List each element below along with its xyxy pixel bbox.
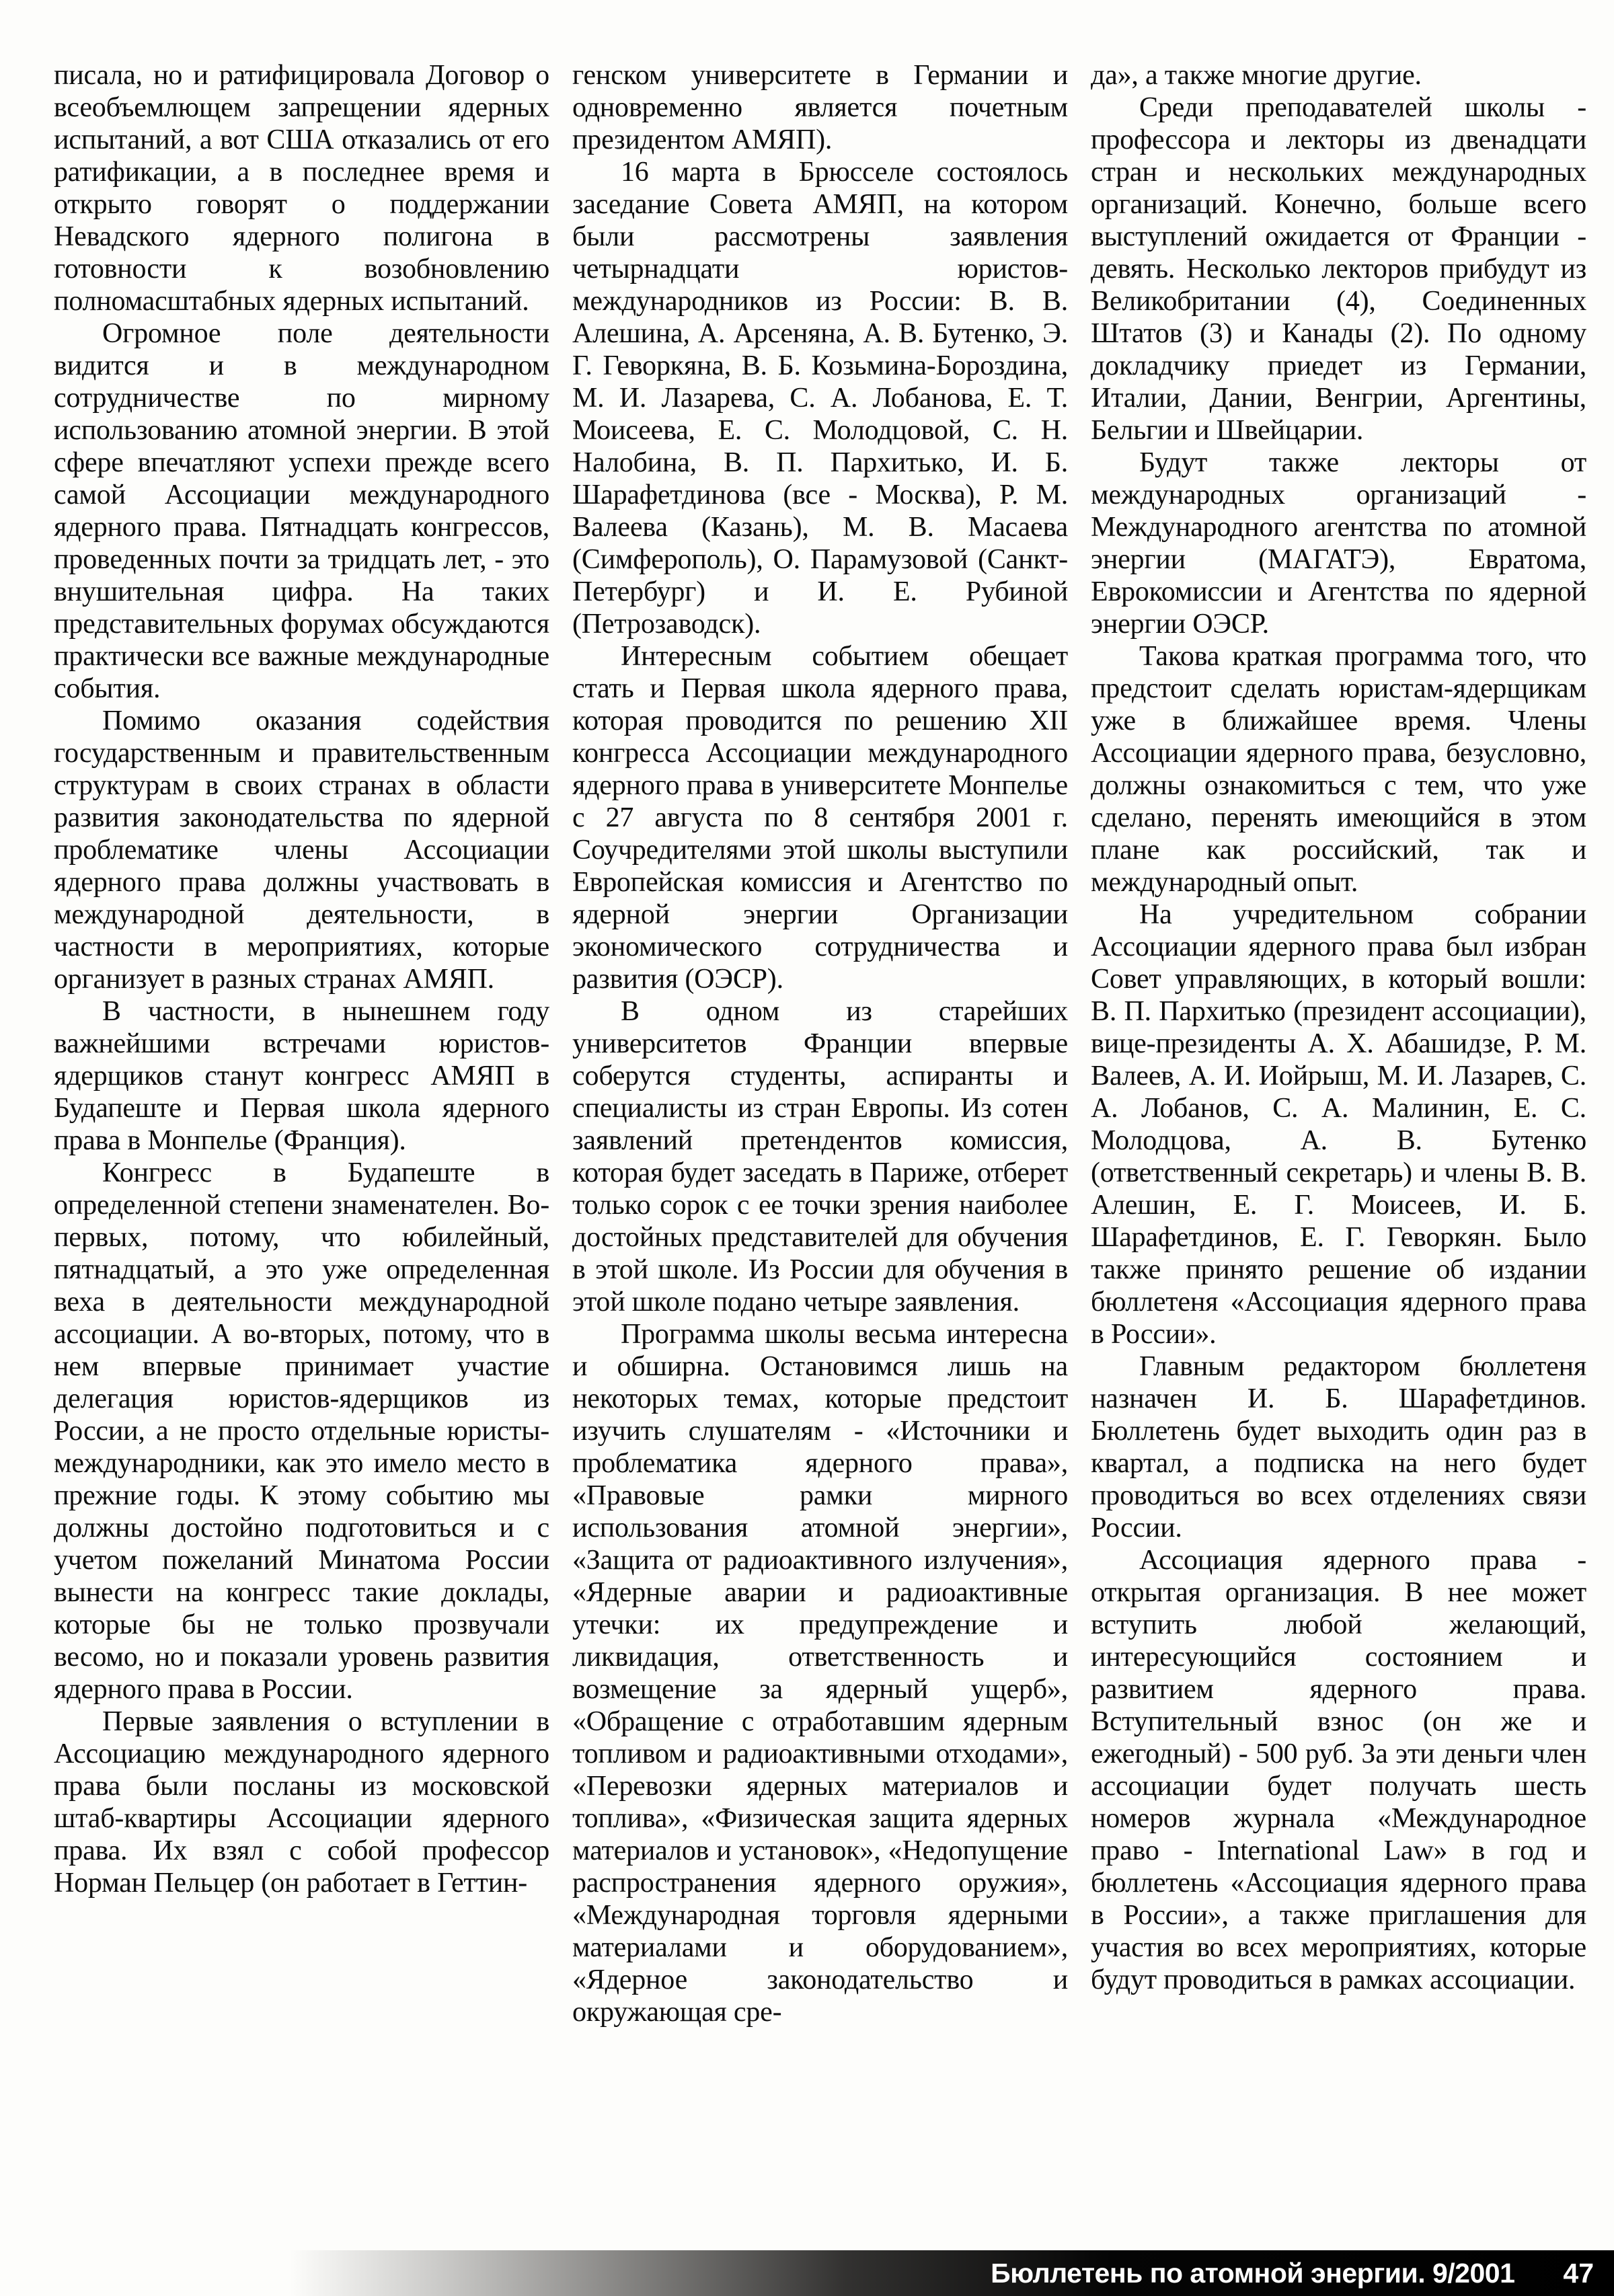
article-columns [54,0,1586,2235]
paragraph: Интересным событием обещает стать и Первая школа ядерного права, которая проводится по решению XII конгресса Ассоциации международного ядерного права в университете Монпелье с 27 августа по 8 сентября 2001 г. Соучредителями этой школы выступили Европейская комиссия и Агентство по ядерной энергии Организации экономического сотрудничества и развития (ОЭСР). [572,641,1068,995]
paragraph: писала, но и ратифицировала Договор о всеобъемлющем запрещении ядерных испытаний, а вот США отказались от его ратификации, а в последнее время и открыто говорят о поддержании Невадского ядерного полигона в готовности к возобновлению полномасштабных ядерных испытаний. [54,60,549,317]
article-column-1 [54,59,549,2235]
footer-journal-title: Бюллетень по атомной энергии. 9/2001 [991,2257,1515,2289]
paragraph: Огромное поле деятельности видится и в международном сотрудничестве по мирному использованию атомной энергии. В этой сфере впечатляют успехи прежде всего самой Ассоциации международного ядерного права. Пятнадцать конгрессов, проведенных почти за тридцать лет, - это внушительная цифра. На таких представительных форумах обсуждаются практически все важные международные события. [54,318,549,704]
paragraph: Программа школы весьма интересна и обширна. Остановимся лишь на некоторых темах, которые предстоит изучить слушателям - «Источники и проблематика ядерного права», «Правовые рамки мирного использования атомной энергии», «Защита от радиоактивного излучения», «Ядерные аварии и радиоактивные утечки: их предупреждение и ликвидация, ответственность и возмещение за ядерный ущерб», «Обращение с отработавшим ядерным топливом и радиоактивными отходами», «Перевозки ядерных материалов и топлива», «Физическая защита ядерных материалов и установок», «Недопущение распространения ядерного оружия», «Международная торговля ядерными материалами и оборудованием», «Ядерное законодательство и окружающая сре- [572,1319,1068,2028]
paragraph: В частности, в нынешнем году важнейшими встречами юристов-ядерщиков станут конгресс АМЯП в Будапеште и Первая школа ядерного права в Монпелье (Франция). [54,996,549,1156]
article-column-2 [572,59,1068,2235]
paragraph: 16 марта в Брюсселе состоялось заседание Совета АМЯП, на котором были рассмотрены заявления четырнадцати юристов-международников из России: В. В. Алешина, А. Арсеняна, А. В. Бутенко, Э. Г. Геворкяна, В. Б. Козьмина-Бороздина, М. И. Лазарева, С. А. Лобанова, Е. Т. Моисеева, Е. С. Молодцовой, С. Н. Налобина, В. П. Пархитько, И. Б. Шарафетдинова (все - Москва), Р. М. Валеева (Казань), М. В. Масаева (Симферополь), О. Парамузовой (Санкт-Петербург) и И. Е. Рубиной (Петрозаводск). [572,157,1068,640]
paragraph: Среди преподавателей школы - профессора и лекторы из двенадцати стран и нескольких международных организаций. Конечно, больше всего выступлений ожидается от Франции - девять. Несколько лекторов прибудут из Великобритании (4), Соединенных Штатов (3) и Канады (2). По одному докладчику приедет из Германии, Италии, Дании, Венгрии, Аргентины, Бельгии и Швейцарии. [1091,92,1586,446]
paragraph: Главным редактором бюллетеня назначен И. Б. Шарафетдинов. Бюллетень будет выходить один раз в квартал, а подписка на него будет проводиться во всех отделениях связи России. [1091,1351,1586,1543]
paragraph: Первые заявления о вступлении в Ассоциацию международного ядерного права были посланы из московской штаб-квартиры Ассоциации ядерного права. Их взял с собой профессор Норман Пельцер (он работает в Геттин- [54,1706,549,1899]
journal-footer-bar [289,2250,1614,2296]
paragraph: На учредительном собрании Ассоциации ядерного права был избран Совет управляющих, в который вошли: В. П. Пархитько (президент ассоциации), вице-президенты А. Х. Абашидзе, Р. М. Валеев, А. И. Иойрыш, М. И. Лазарев, С. А. Лобанов, С. А. Малинин, Е. С. Молодцова, А. В. Бутенко (ответственный секретарь) и члены В. В. Алешин, Е. Г. Моисеев, И. Б. Шарафетдинов, Е. Г. Геворкян. Было также принято решение об издании бюллетеня «Ассоциация ядерного права в России». [1091,899,1586,1350]
paragraph: Помимо оказания содействия государственным и правительственным структурам в своих странах в области развития законодательства по ядерной проблематике члены Ассоциации ядерного права должны участвовать в международной деятельности, в частности в мероприятиях, которые организует в разных странах АМЯП. [54,705,549,995]
paragraph: Ассоциация ядерного права - открытая организация. В нее может вступить любой желающий, интересующийся состоянием и развитием ядерного права. Вступительный взнос (он же и ежегодный) - 500 руб. За эти деньги член ассоциации будет получать шесть номеров журнала «Международное право - International Law» в год и бюллетень «Ассоциация ядерного права в России», а также приглашения для участия во всех мероприятиях, которые будут проводиться в рамках ассоциации. [1091,1545,1586,1995]
paragraph: Такова краткая программа того, что предстоит сделать юристам-ядерщикам уже в ближайшее время. Члены Ассоциации ядерного права, безусловно, должны ознакомиться с тем, что уже сделано, перенять имеющийся в этом плане как российский, так и международный опыт. [1091,641,1586,898]
footer-page-number: 47 [1563,2257,1594,2289]
paragraph: Будут также лекторы от международных организаций - Международного агентства по атомной энергии (МАГАТЭ), Евратома, Еврокомиссии и Агентства по ядерной энергии ОЭСР. [1091,447,1586,640]
paragraph: да», а также многие другие. [1091,60,1422,91]
article-column-3 [1091,59,1586,2235]
paragraph: Конгресс в Будапеште в определенной степени знаменателен. Во-первых, потому, что юбилейный, пятнадцатый, а это уже определенная веха в деятельности международной ассоциации. А во-вторых, потому, что в нем впервые принимает участие делегация юристов-ядерщиков из России, а не просто отдельные юристы-международники, как это имело место в прежние годы. К этому событию мы должны достойно подготовиться и с учетом пожеланий Минатома России вынести на конгресс такие доклады, которые бы не только прозвучали весомо, но и показали уровень развития ядерного права в России. [54,1157,549,1705]
paragraph: генском университете в Германии и одновременно является почетным президентом АМЯП). [572,60,1068,155]
paragraph: В одном из старейших университетов Франции впервые соберутся студенты, аспиранты и специалисты из стран Европы. Из сотен заявлений претендентов комиссия, которая будет заседать в Париже, отберет только сорок с ее точки зрения наиболее достойных представителей для обучения в этой школе. Из России для обучения в этой школе подано четыре заявления. [572,996,1068,1317]
